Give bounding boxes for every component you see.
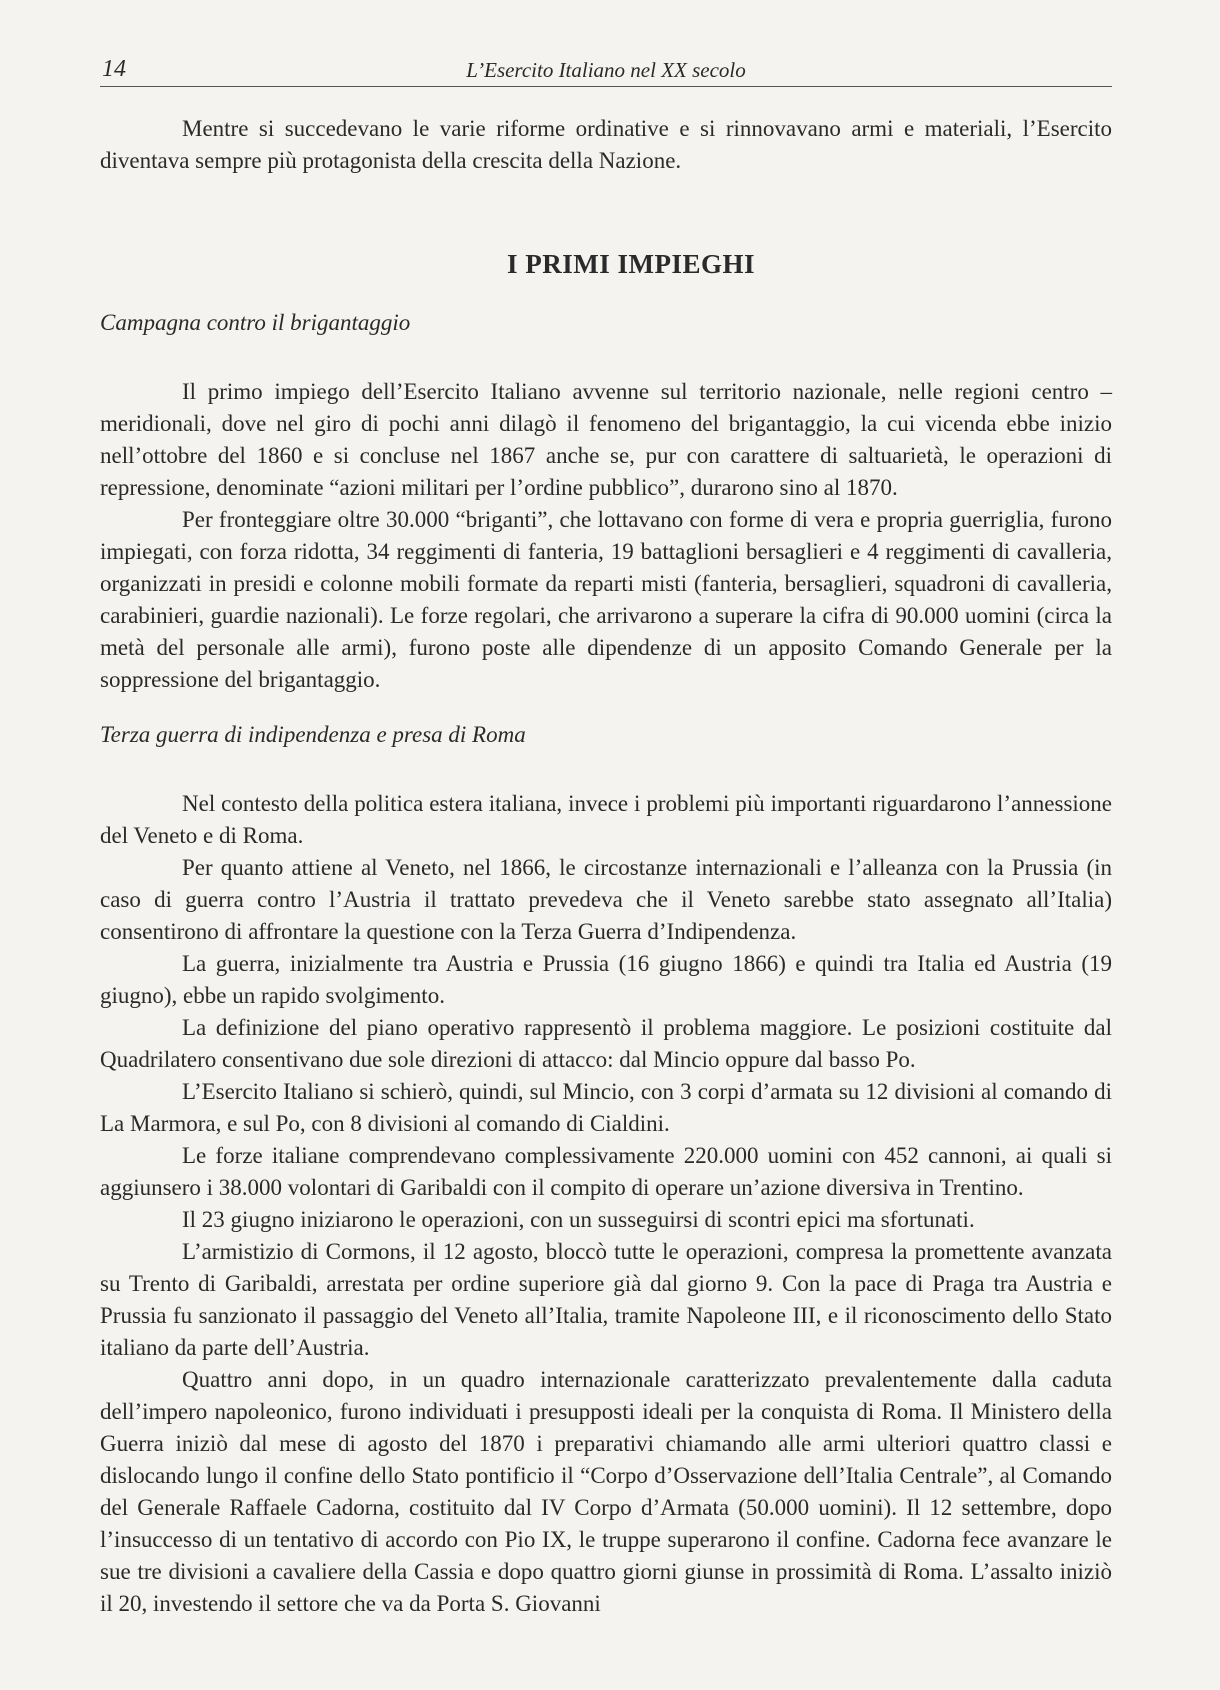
- paragraph: Per quanto attiene al Veneto, nel 1866, le circostanze internazionali e l’alleanza con la Prussia (in caso di guerra contro l’Austria il trattato prevedeva che il Veneto sarebbe stato assegnato all’Italia) consentirono di affrontare la questione con la Terza Guerra d’Indipendenza.: [100, 855, 1112, 944]
- paragraph: L’armistizio di Cormons, il 12 agosto, bloccò tutte le operazioni, compresa la promettente avanzata su Trento di Garibaldi, arrestata per ordine superiore già dal giorno 9. Con la pace di Praga tra Austria e Prussia fu sanzionato il passaggio del Veneto all’Italia, tramite Napoleone III, e il riconoscimento dello Stato italiano da parte dell’Austria.: [100, 1239, 1112, 1360]
- paragraph: Il primo impiego dell’Esercito Italiano avvenne sul territorio nazionale, nelle regioni centro – meridionali, dove nel giro di pochi anni dilagò il fenomeno del brigantaggio, la cui vicenda ebbe inizio nell’ottobre del 1860 e si concluse nel 1867 anche se, pur con carattere di saltuarietà, le operazioni di repressione, denominate “azioni militari per l’ordine pubblico”, durarono sino al 1870.: [100, 379, 1112, 500]
- intro-paragraph: Mentre si succedevano le varie riforme ordinative e si rinnovavano armi e materiali, l’Esercito diventava sempre più protagonista della crescita della Nazione.: [100, 116, 1112, 173]
- running-header: [100, 48, 1112, 87]
- paragraph: Per fronteggiare oltre 30.000 “briganti”, che lottavano con forme di vera e propria guerriglia, furono impiegati, con forza ridotta, 34 reggimenti di fanteria, 19 battaglioni bersaglieri e 4 reggimenti di cavalleria, organizzati in presidi e colonne mobili formate da reparti misti (fanteria, bersaglieri, squadroni di cavalleria, carabinieri, guardie nazionali). Le forze regolari, che arrivarono a superare la cifra di 90.000 uomini (circa la metà del personale alle armi), furono poste alle dipendenze di un apposito Comando Generale per la soppressione del brigantaggio.: [100, 507, 1112, 692]
- paragraph: Il 23 giugno iniziarono le operazioni, con un susseguirsi di scontri epici ma sfortunati.: [182, 1207, 975, 1232]
- section-body-brigantaggio: [100, 376, 1112, 696]
- running-title: L’Esercito Italiano nel XX secolo: [466, 58, 746, 82]
- chapter-title: I PRIMI IMPIEGHI: [506, 249, 755, 279]
- paragraph: L’Esercito Italiano si schierò, quindi, sul Mincio, con 3 corpi d’armata su 12 divisioni al comando di La Marmora, e sul Po, con 8 divisioni al comando di Cialdini.: [100, 1079, 1112, 1136]
- paragraph: La definizione del piano operativo rappresentò il problema maggiore. Le posizioni costituite dal Quadrilatero consentivano due sole direzioni di attacco: dal Mincio oppure dal basso Po.: [100, 1015, 1112, 1072]
- paragraph: La guerra, inizialmente tra Austria e Prussia (16 giugno 1866) e quindi tra Italia ed Austria (19 giugno), ebbe un rapido svolgimento.: [100, 951, 1112, 1008]
- paragraph: Le forze italiane comprendevano complessivamente 220.000 uomini con 452 cannoni, ai quali si aggiunsero i 38.000 volontari di Garibaldi con il compito di operare un’azione diversiva in Trentino.: [100, 1143, 1112, 1200]
- section-heading-terza-guerra: Terza guerra di indipendenza e presa di Roma: [100, 722, 526, 747]
- section-heading-brigantaggio: Campagna contro il brigantaggio: [100, 310, 411, 335]
- paragraph: Nel contesto della politica estera italiana, invece i problemi più importanti riguardarono l’annessione del Veneto e di Roma.: [100, 791, 1112, 848]
- page-number: 14: [102, 56, 126, 82]
- section-body-terza-guerra: [100, 788, 1112, 1620]
- paragraph: Quattro anni dopo, in un quadro internazionale caratterizzato prevalentemente dalla caduta dell’impero napoleonico, furono individuati i presupposti ideali per la conquista di Roma. Il Ministero della Guerra iniziò dal mese di agosto del 1870 i preparativi chiamando alle armi ulteriori quattro classi e dislocando lungo il confine dello Stato pontificio il “Corpo d’Osservazione dell’Italia Centrale”, al Comando del Generale Raffaele Cadorna, costituito dal IV Corpo d’Armata (50.000 uomini). Il 12 settembre, dopo l’insuccesso di un tentativo di accordo con Pio IX, le truppe superarono il confine. Cadorna fece avanzare le sue tre divisioni a cavaliere della Cassia e dopo quattro giorni giunse in prossimità di Roma. L’assalto iniziò il 20, investendo il settore che va da Porta S. Giovanni: [100, 1367, 1112, 1616]
- page-body: [100, 48, 1112, 1620]
